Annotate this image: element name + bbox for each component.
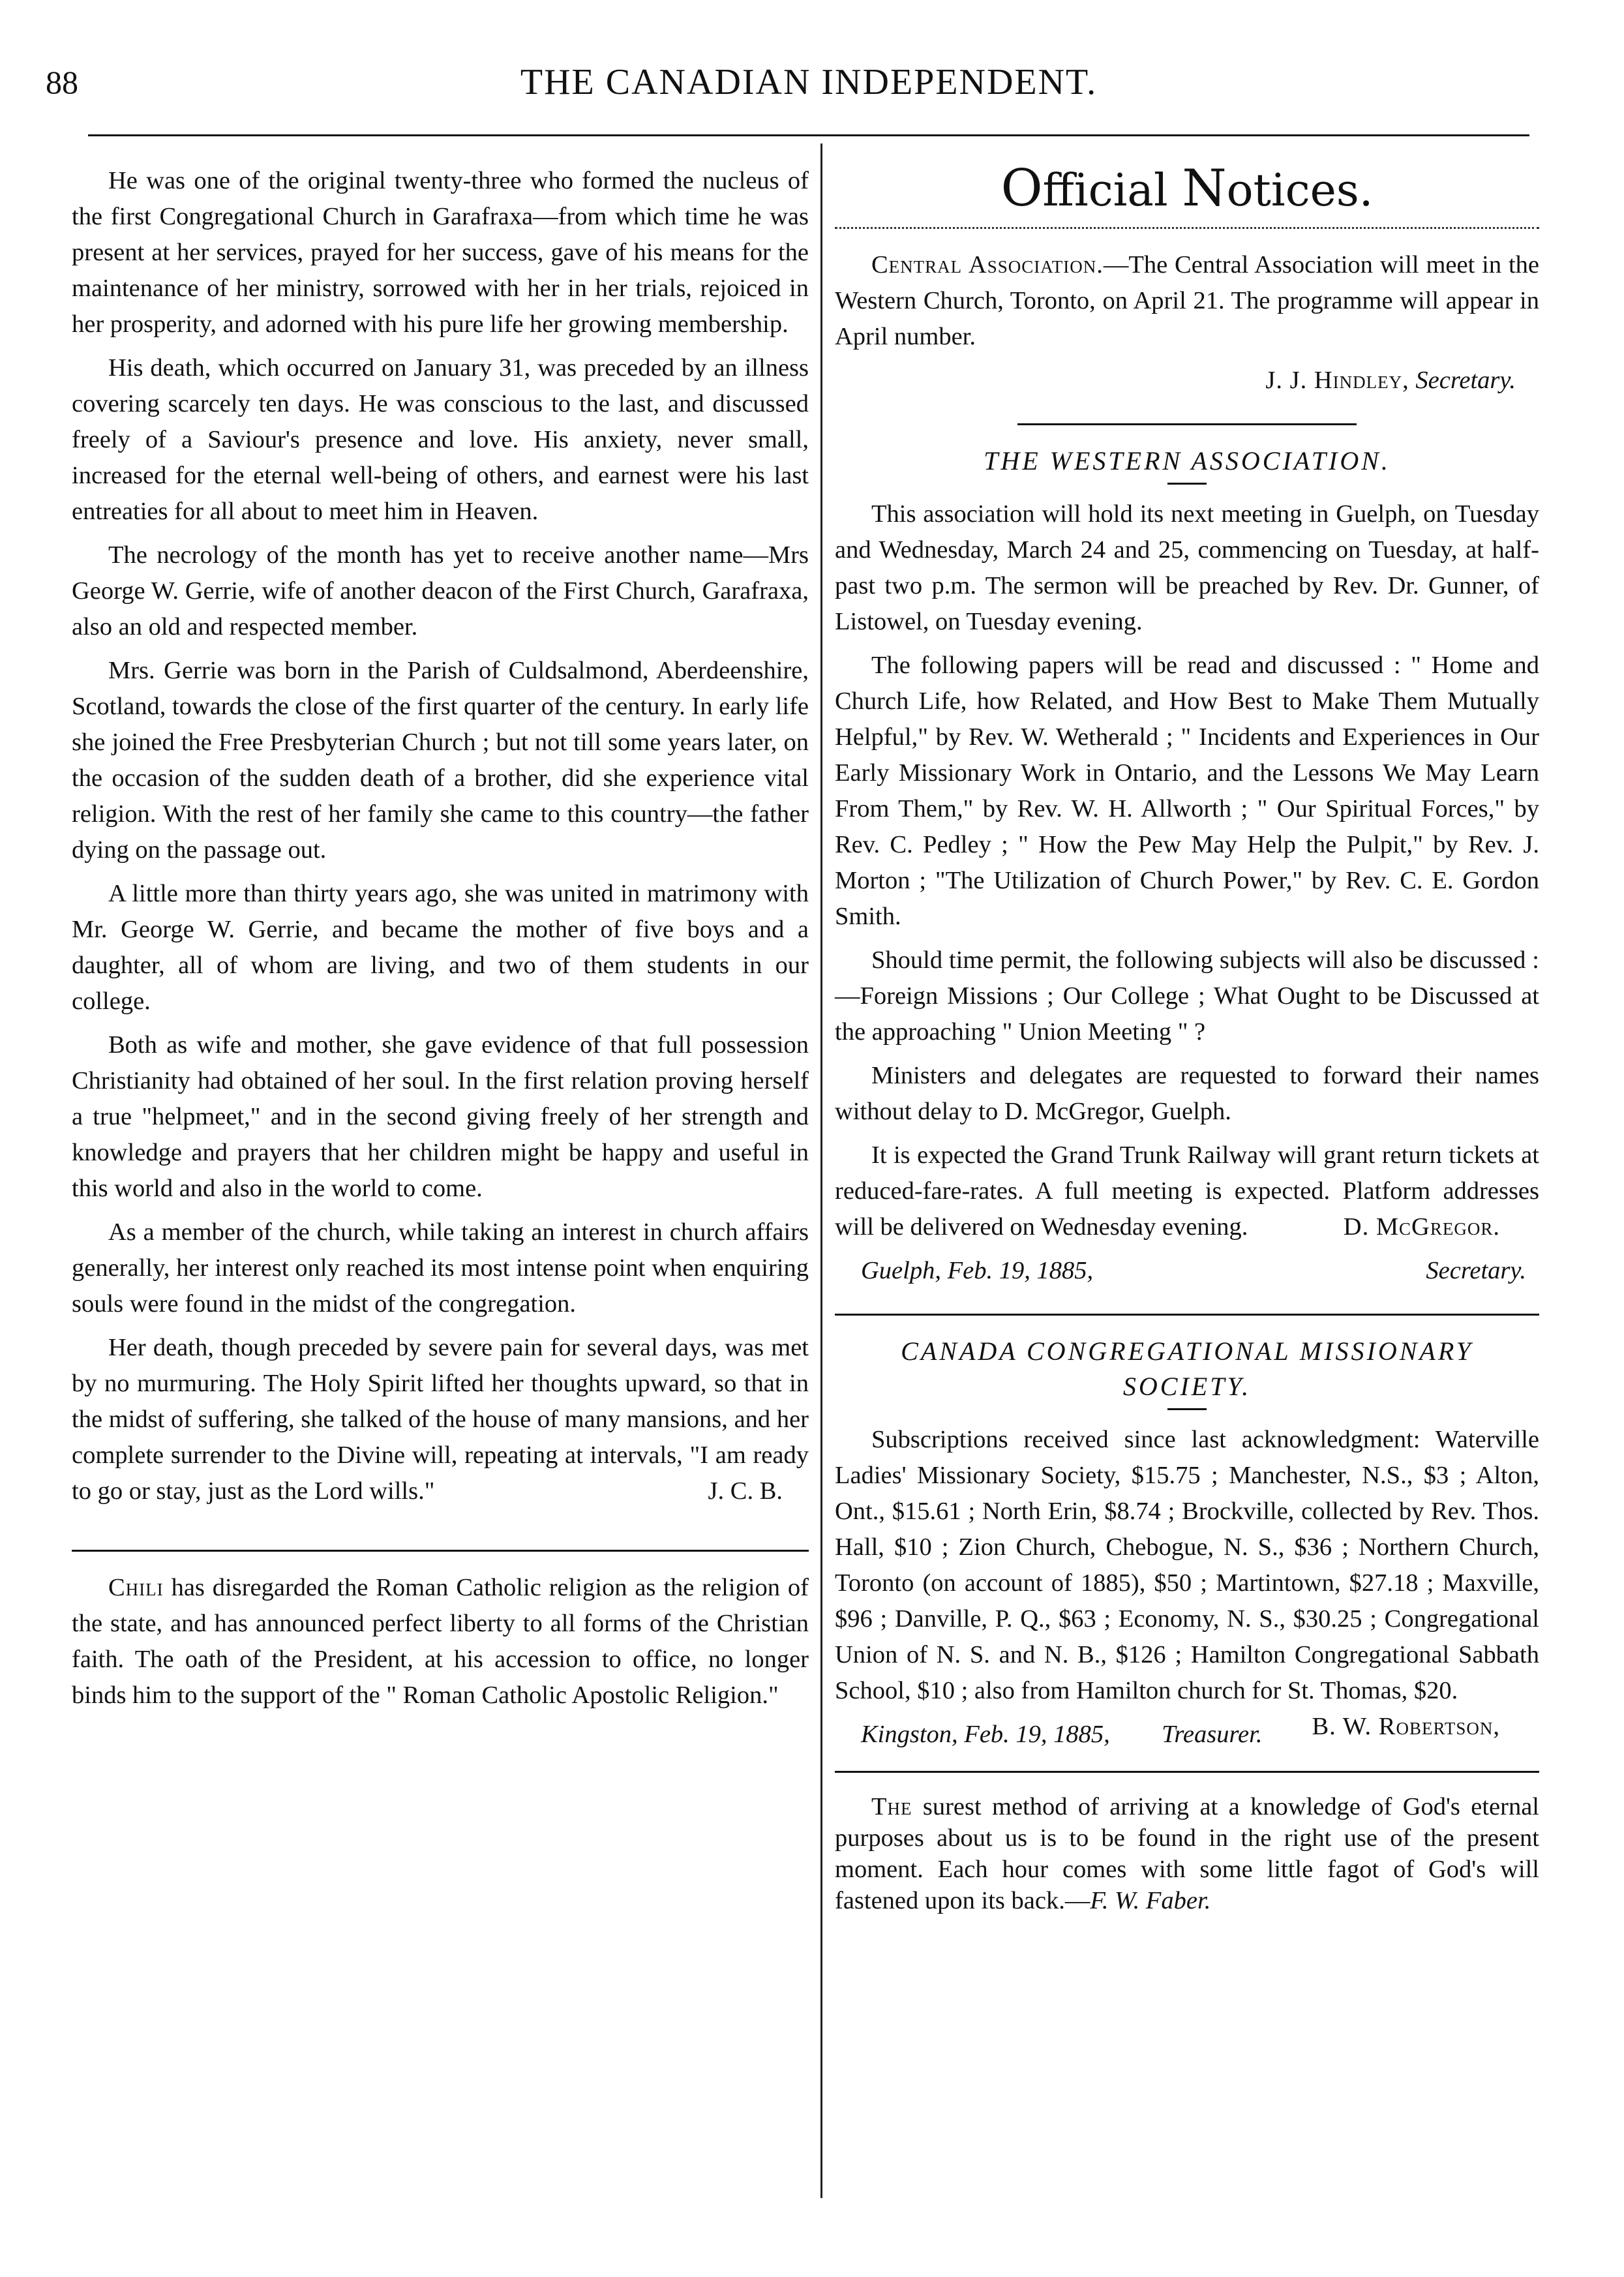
central-association-notice xyxy=(835,247,1539,355)
obituary-paragraph-6: Both as wife and mother, she gave evidence of that full possession Christianity had obtained of her soul. In the first relation proving herself a true "helpmeet," and in the second giving freely of her strength and knowledge and prayers that her children might be happy and useful in this world and also in the world to come. xyxy=(72,1031,809,1202)
missionary-signature: B. W. Robertson, xyxy=(1312,1713,1500,1740)
quote-text: surest method of arriving at a knowledge of God's eternal purposes about us is to be found in the right use of the present moment. Each hour comes with some little fagot of God's will fastened upon its back.— xyxy=(835,1793,1539,1914)
column-divider xyxy=(820,143,822,2198)
obituary-paragraph-3: The necrology of the month has yet to receive another name—Mrs George W. Gerrie, wife of another deacon of the First Church, Garafraxa, also an old and respected member. xyxy=(72,541,809,641)
central-signature-role: Secretary. xyxy=(1415,367,1516,394)
heading-dash xyxy=(1167,1408,1207,1410)
western-paragraph-5 xyxy=(835,1138,1539,1245)
obituary-paragraph-1: He was one of the original twenty-three who formed the nucleus of the first Congregational Church in Garafraxa—from which time he was present at her services, prayed for her success, gave of his means for the maintenance of her ministry, sorrowed with her in her trials, rejoiced in her prosperity, and adorned with his pure life her growing membership. xyxy=(72,167,809,338)
western-association-heading: THE WESTERN ASSOCIATION. xyxy=(984,446,1391,475)
page-header xyxy=(46,63,1572,115)
heading-dash xyxy=(1167,483,1207,485)
chili-paragraph xyxy=(72,1570,809,1713)
chili-lead: Chili xyxy=(108,1574,164,1601)
western-paragraph-2: The following papers will be read and discussed : " Home and Church Life, how Related, and How Best to Make Them Mutually Helpful," by Rev. W. Wetherald ; " Incidents and Experiences in Our Early Missionary Work in Ontario, and the Lessons We May Learn From Them," by Rev. W. H. Allworth ; " Our Spiritual Forces," by Rev. C. Pedley ; " How the Pew May Help the Pulpit," by Rev. J. Morton ; "The Utilization of Church Power," by Rev. C. E. Gordon Smith. xyxy=(835,652,1539,930)
obituary-paragraph-8 xyxy=(72,1330,809,1509)
missionary-place-date: Kingston, Feb. 19, 1885, xyxy=(861,1721,1110,1748)
central-association-label: Central Association. xyxy=(871,251,1104,279)
chili-text: has disregarded the Roman Catholic religion as the religion of the state, and has announced perfect liberty to all forms of the Christian faith. The oath of the President, at his accession to office, no longer binds him to the support of the " Roman Catholic Apostolic Religion." xyxy=(72,1574,809,1709)
running-title: THE CANADIAN INDEPENDENT. xyxy=(520,62,1098,102)
notices-title-n: N xyxy=(1182,159,1227,218)
right-column xyxy=(835,159,1539,1924)
obituary-paragraph-5: A little more than thirty years ago, she was united in matrimony with Mr. George W. Gerrie, and became the mother of five boys and a daughter, all of whom are living, and two of them students in our college. xyxy=(72,880,809,1015)
western-place-date: Guelph, Feb. 19, 1885, xyxy=(861,1257,1094,1284)
western-paragraph-4: Ministers and delegates are requested to forward their names without delay to D. McGregor, Guelph. xyxy=(835,1062,1539,1125)
missionary-dateline xyxy=(835,1717,1276,1753)
missionary-heading-line-1: CANADA CONGREGATIONAL MISSIONARY xyxy=(901,1336,1473,1366)
obituary-paragraph-7: As a member of the church, while taking an interest in church affairs generally, her interest only reached its most intense point when enquiring souls were found in the midst of the congregation. xyxy=(72,1218,809,1318)
official-notices-title xyxy=(835,159,1539,220)
obituary-signature: J. C. B. xyxy=(708,1477,783,1505)
obituary-paragraph-4: Mrs. Gerrie was born in the Parish of Culdsalmond, Aberdeenshire, Scotland, towards the close of the first quarter of the century. In early life she joined the Free Presbyterian Church ; but not till some years later, on the occasion of the sudden death of a brother, did she experience vital religion. With the rest of her family she came to this country—the father dying on the passage out. xyxy=(72,657,809,864)
western-paragraph-5-text: It is expected the Grand Trunk Railway will grant return tickets at reduced-fare-rates. A full meeting is expected. Platform addresses will be delivered on Wednesday evening. xyxy=(835,1141,1539,1241)
section-rule xyxy=(72,1550,809,1552)
central-signature xyxy=(835,363,1516,399)
western-paragraph-3: Should time permit, the following subjects will also be discussed :—Foreign Missions ; Our College ; What Ought to be Discussed at the approaching " Union Meeting " ? xyxy=(835,946,1539,1046)
central-association-text: —The Central Association will meet in the Western Church, Toronto, on April 21. The programme will appear in April number. xyxy=(835,251,1539,350)
faber-quote xyxy=(835,1791,1539,1916)
central-signature-name: J. J. Hindley, xyxy=(1265,367,1409,394)
quote-lead: The xyxy=(871,1793,912,1820)
dotted-rule xyxy=(835,227,1539,229)
notices-title-o: O xyxy=(1000,159,1043,218)
obituary-paragraph-8-text: Her death, though preceded by severe pain for several days, was met by no murmuring. The Holy Spirit lifted her thoughts upward, so that in the midst of suffering, she talked of the house of many mansions, and her complete surrender to the Divine will, repeating at intervals, "I am ready to go or stay, just as the Lord wills." xyxy=(72,1334,809,1505)
western-role: Secretary. xyxy=(1426,1257,1526,1284)
western-dateline xyxy=(835,1253,1539,1289)
section-rule xyxy=(835,1314,1539,1316)
missionary-role: Treasurer. xyxy=(1162,1721,1263,1748)
notices-title-part-1: fficial xyxy=(1042,165,1182,217)
section-rule xyxy=(1017,423,1357,425)
obituary-paragraph-2: His death, which occurred on January 31, was preceded by an illness covering scarcely ten days. He was conscious to the last, and discussed freely of a Saviour's presence and love. His anxiety, never small, increased for the eternal well-being of others, and earnest were his last entreaties for all about to meet him in Heaven. xyxy=(72,354,809,525)
left-column xyxy=(72,163,809,1721)
quote-author: F. W. Faber. xyxy=(1090,1887,1211,1914)
western-paragraph-1: This association will hold its next meeting in Guelph, on Tuesday and Wednesday, March 24 and 25, commencing on Tuesday, at half-past two p.m. The sermon will be preached by Rev. Dr. Gunner, of Listowel, on Tuesday evening. xyxy=(835,500,1539,635)
header-rule xyxy=(88,134,1529,136)
notices-title-part-2: otices. xyxy=(1226,165,1374,217)
missionary-heading-line-2: SOCIETY. xyxy=(1122,1372,1252,1401)
section-rule xyxy=(835,1771,1539,1773)
missionary-paragraph-text: Subscriptions received since last acknowledgment: Waterville Ladies' Missionary Society, $15.75 ; Manchester, N.S., $3 ; Alton, Ont., $15.61 ; North Erin, $8.74 ; Brockville, collected by Rev. Thos. Hall, $10 ; Zion Church, Chebogue, N. S., $36 ; Northern Church, Toronto (on account of 1885), $50 ; Martintown, $27.18 ; Maxville, $96 ; Danville, P. Q., $63 ; Economy, N. S., $30.25 ; Congregational Union of N. S. and N. B., $126 ; Hamilton Congregational Sabbath School, $10 ; also from Hamilton church for St. Thomas, $20. xyxy=(835,1426,1539,1704)
western-signature: D. McGregor. xyxy=(1343,1213,1500,1241)
page-number: 88 xyxy=(46,64,78,100)
